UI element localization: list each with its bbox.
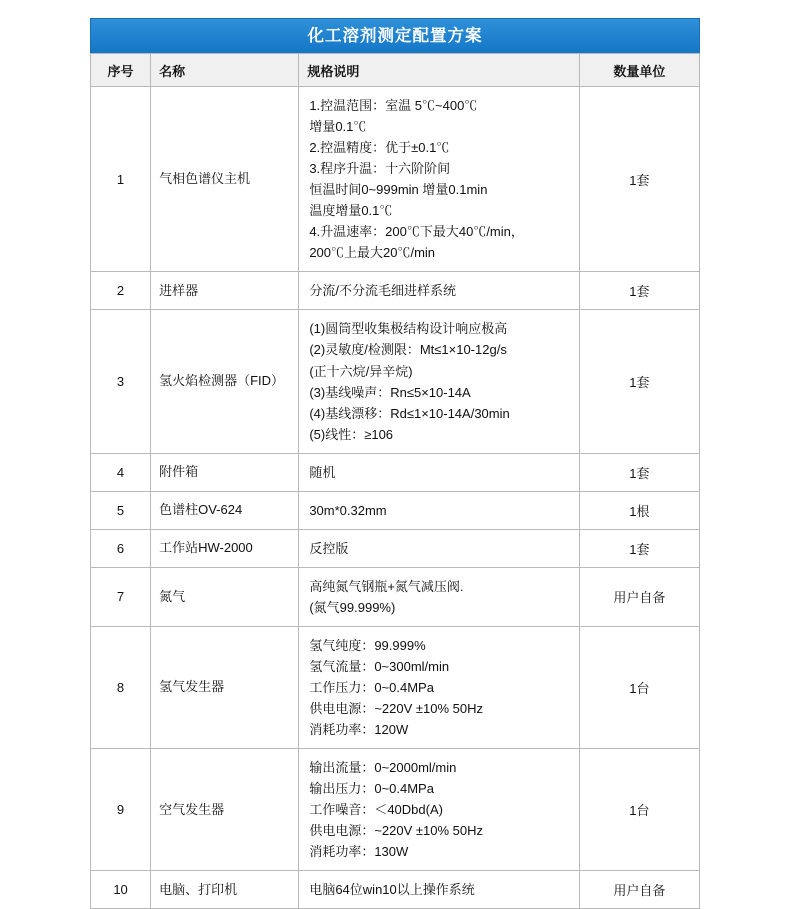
spec-line: (正十六烷/异辛烷)	[309, 363, 413, 379]
row-quantity-unit: 1台	[579, 749, 699, 871]
row-specification	[299, 529, 579, 567]
spec-line: 分流/不分流毛细进样系统	[309, 283, 456, 299]
spec-line: 高纯氮气钢瓶+氮气减压阀.	[309, 578, 464, 594]
table-header	[91, 54, 700, 87]
row-index: 7	[91, 567, 151, 626]
spec-line: 供电电源：~220V ±10% 50Hz	[309, 701, 484, 717]
configuration-table	[90, 18, 700, 909]
row-specification	[299, 567, 579, 626]
row-index: 2	[91, 272, 151, 310]
spec-line: 4.升温速率：200℃下最大40℃/min，	[309, 224, 524, 240]
row-quantity-unit: 1套	[579, 310, 699, 453]
spec-line: 增量0.1℃	[309, 119, 367, 135]
row-item-name: 电脑、打印机	[151, 871, 299, 909]
row-index: 10	[91, 871, 151, 909]
spec-line: 输出压力：0~0.4MPa	[309, 781, 434, 797]
column-header-name: 名称	[151, 54, 299, 87]
row-index: 6	[91, 529, 151, 567]
row-index: 4	[91, 453, 151, 491]
column-header-index: 序号	[91, 54, 151, 87]
spec-line: (2)灵敏度/检测限：Mt≤1×10-12g/s	[309, 342, 507, 358]
row-quantity-unit: 1套	[579, 87, 699, 272]
column-header-spec: 规格说明	[299, 54, 579, 87]
row-index: 3	[91, 310, 151, 453]
table-body	[91, 87, 700, 909]
table-title: 化工溶剂测定配置方案	[90, 18, 700, 53]
spec-line: 电脑64位win10以上操作系统	[309, 882, 475, 898]
spec-line: 工作压力：0~0.4MPa	[309, 680, 434, 696]
row-specification	[299, 626, 579, 748]
row-specification	[299, 871, 579, 909]
row-item-name: 氮气	[151, 567, 299, 626]
spec-line: 氢气纯度：99.999%	[309, 637, 426, 653]
spec-line: 恒温时间0~999min 增量0.1min	[309, 182, 488, 198]
row-specification	[299, 272, 579, 310]
row-quantity-unit: 1套	[579, 453, 699, 491]
row-item-name: 附件箱	[151, 453, 299, 491]
spec-line: (1)圆筒型收集极结构设计响应极高	[309, 321, 508, 337]
row-item-name: 工作站HW-2000	[151, 529, 299, 567]
spec-line: 供电电源：~220V ±10% 50Hz	[309, 823, 484, 839]
spec-line: 消耗功率：130W	[309, 844, 409, 860]
row-index: 8	[91, 626, 151, 748]
row-item-name: 空气发生器	[151, 749, 299, 871]
spec-line: 200℃上最大20℃/min	[309, 245, 436, 261]
spec-line: (氮气99.999%)	[309, 599, 396, 615]
spec-line: 3.程序升温：十六阶阶间	[309, 161, 451, 177]
column-header-unit: 数量单位	[579, 54, 699, 87]
row-specification	[299, 87, 579, 272]
table-row	[91, 453, 700, 491]
row-specification	[299, 453, 579, 491]
spec-line: 1.控温范围：室温 5℃~400℃	[309, 98, 478, 113]
spec-line: 输出流量：0~2000ml/min	[309, 760, 457, 776]
table-row	[91, 491, 700, 529]
spec-line: (5)线性：≥106	[309, 426, 394, 442]
row-item-name: 氢火焰检测器（FID）	[151, 310, 299, 453]
table-row	[91, 871, 700, 909]
spec-line: 氢气流量：0~300ml/min	[309, 658, 450, 674]
table-row	[91, 87, 700, 272]
row-item-name: 气相色谱仪主机	[151, 87, 299, 272]
row-quantity-unit: 用户自备	[579, 567, 699, 626]
row-quantity-unit: 用户自备	[579, 871, 699, 909]
row-item-name: 氢气发生器	[151, 626, 299, 748]
table-header-row	[91, 54, 700, 87]
spec-line: (4)基线漂移：Rd≤1×10-14A/30min	[309, 405, 510, 421]
row-specification	[299, 749, 579, 871]
table-row	[91, 626, 700, 748]
row-specification	[299, 310, 579, 453]
table-row	[91, 310, 700, 453]
row-item-name: 进样器	[151, 272, 299, 310]
spec-line: 2.控温精度：优于±0.1℃	[309, 140, 450, 156]
spec-line: 消耗功率：120W	[309, 722, 409, 738]
row-item-name: 色谱柱OV-624	[151, 491, 299, 529]
table-row	[91, 567, 700, 626]
spec-line: 温度增量0.1℃	[309, 203, 393, 219]
spec-line: (3)基线噪声：Rn≤5×10-14A	[309, 384, 471, 400]
row-specification	[299, 491, 579, 529]
row-index: 5	[91, 491, 151, 529]
row-quantity-unit: 1套	[579, 529, 699, 567]
table-row	[91, 272, 700, 310]
row-quantity-unit: 1套	[579, 272, 699, 310]
row-quantity-unit: 1根	[579, 491, 699, 529]
spec-line: 随机	[309, 464, 336, 480]
row-index: 1	[91, 87, 151, 272]
spec-line: 工作噪音：＜40Dbd(A)	[309, 802, 443, 818]
table-row	[91, 749, 700, 871]
row-index: 9	[91, 749, 151, 871]
table-row	[91, 529, 700, 567]
spec-line: 30m*0.32mm	[309, 502, 387, 518]
spec-line: 反控版	[309, 540, 349, 556]
row-quantity-unit: 1台	[579, 626, 699, 748]
